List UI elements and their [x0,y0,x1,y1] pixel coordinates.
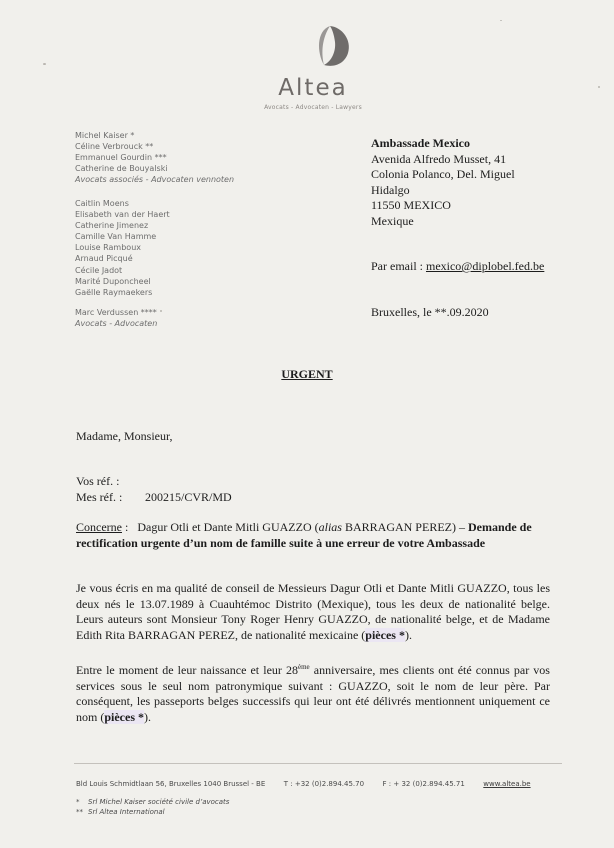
subject-colon: : [121,520,129,534]
footer-address: Bld Louis Schmidtlaan 56, Bruxelles 1040 Brussel - BE [76,780,266,788]
subject-names: Dagur Otli et Dante Mitli GUAZZO ( [137,520,319,534]
footnote-text: Srl Altea International [88,808,165,816]
address-line: Colonia Polanco, Del. Miguel [371,167,515,181]
urgent-heading: URGENT [281,367,333,381]
subject-alias: alias [318,520,342,534]
salutation: Madame, Monsieur, [76,429,173,443]
email-line [371,259,544,274]
associate-name: Arnaud Picqué [75,254,133,264]
partners-list [75,130,234,185]
paragraph-end: ). [144,709,151,724]
footer-fax: F : + 32 (0)2.894.45.71 [382,780,465,788]
associate-name: Camille Van Hamme [75,232,157,242]
altea-logo-icon [308,23,354,73]
body-paragraph-1 [76,581,550,643]
date-prefix: Bruxelles, le [371,305,435,319]
counsel-block [75,307,157,329]
subject-line [76,520,550,551]
partner-name: Céline Verbrouck ** [75,142,154,152]
associate-name: Caitlin Moens [75,199,129,208]
associates-list [75,198,170,298]
subject-label: Concerne [76,520,122,534]
recipient-address [371,136,515,229]
pieces-highlight: pièces * [365,627,405,642]
associate-name: Marité Duponcheel [75,276,151,286]
date-line [371,305,489,320]
partners-caption: Avocats associés - Advocaten vennoten [75,175,235,185]
footer-website-link[interactable]: www.altea.be [483,780,531,788]
address-line: Hidalgo [371,182,410,197]
footnote-mark: ** [76,808,83,816]
address-line: Mexique [371,213,414,228]
paragraph-text: anniversaire, mes clients ont été connus par vos services sous le seul nom patronymique suivant : GUAZZO, soit le nom de leur père. Par conséquent, les passeports belges successifs qui leur ont été délivrés mentionnent uniquement ce nom ( [76,663,550,724]
scan-speck [43,63,46,65]
logo-tagline: Avocats - Advocaten - Lawyers [264,104,362,111]
footnote-mark: * [76,798,80,806]
paragraph-end: ). [404,627,412,642]
associate-name: Catherine Jimenez [75,221,149,231]
email-label: Par email : [371,259,423,273]
scan-speck [598,86,600,88]
associate-name: Cécile Jadot [75,265,123,275]
address-line: 11550 MEXICO [371,198,451,212]
ordinal-superscript: ème [297,663,310,671]
subject-alias-rest: BARRAGAN PEREZ) – [341,520,468,534]
address-line: Avenida Alfredo Musset, 41 [371,151,507,166]
recipient-name: Ambassade Mexico [371,136,470,150]
footnote-text: Srl Michel Kaiser société civile d’avocats [88,798,230,806]
counsel-caption: Avocats - Advocaten [75,319,158,329]
footer-divider [74,763,562,764]
counsel-name: Marc Verdussen **** [75,308,157,317]
my-ref-value: 200215/CVR/MD [145,490,232,504]
paragraph-text: Entre le moment de leur naissance et leur 28 [76,663,298,677]
partner-name: Michel Kaiser * [75,131,135,140]
partner-name: Catherine de Bouyalski [75,164,168,174]
date-value: **.09.2020 [434,305,489,319]
subject-title: Demande de rectification urgente d’un nom de famille suite à une erreur de votre Ambassade [76,520,532,550]
body-paragraph-2 [76,660,550,725]
scan-speck [160,310,162,312]
footer-contact [76,780,560,788]
associate-name: Gaëlle Raymaekers [75,287,153,297]
partner-name: Emmanuel Gourdin *** [75,153,167,163]
your-ref-label: Vos réf. : [76,474,120,488]
pieces-highlight: pièces * [104,709,144,724]
logo-wordmark: Altea [278,75,348,101]
scan-speck [500,20,502,21]
my-ref-label: Mes réf. : [76,490,123,504]
email-link[interactable]: mexico@diplobel.fed.be [425,259,545,273]
paragraph-text: Je vous écris en ma qualité de conseil de Messieurs Dagur Otli et Dante Mitli GUAZZO, tous les deux nés le 13.07.1989 à Cuauhtémoc Distrito (Mexique), tous les deux de nationalité belge. Leurs auteurs sont Monsieur Tony Roger Henry GUAZZO, de nationalité belge, et de Madame Edith Rita BARRAGAN PEREZ, de nationalité mexicaine ( [76,581,550,642]
footnotes [76,797,229,817]
associate-name: Elisabeth van der Haert [75,210,170,220]
references-block [76,473,232,505]
footer-phone: T : +32 (0)2.894.45.70 [283,780,365,788]
associate-name: Louise Ramboux [75,243,141,253]
